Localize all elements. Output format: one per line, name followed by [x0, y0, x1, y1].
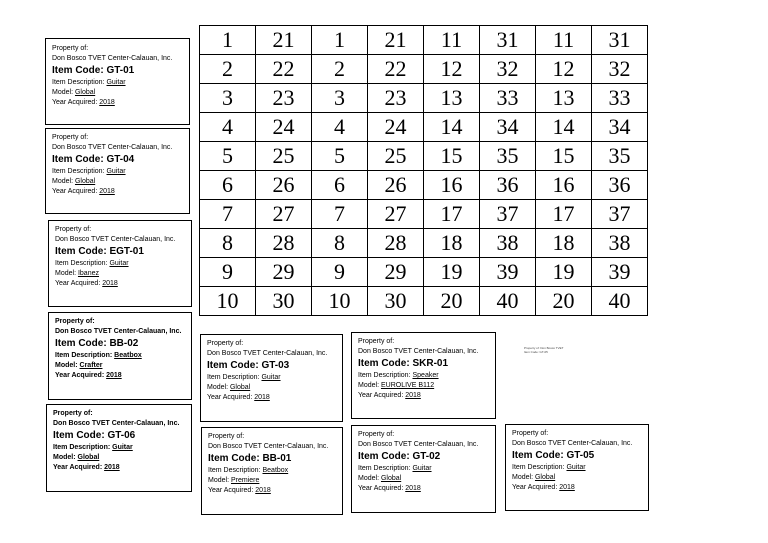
grid-cell: 22: [256, 55, 312, 84]
grid-cell: 17: [536, 200, 592, 229]
grid-cell: 28: [368, 229, 424, 258]
model-value: Crafter: [79, 362, 103, 369]
description-label: Item Description:: [53, 444, 111, 451]
grid-cell: 19: [424, 258, 480, 287]
item-code: [52, 64, 183, 78]
year-label: Year Acquired:: [55, 372, 105, 379]
description-label: Item Description:: [207, 374, 260, 381]
description-value: Guitar: [566, 464, 586, 471]
model-value: Global: [229, 384, 251, 391]
description-label: Item Description:: [55, 352, 113, 359]
model-value: Global: [534, 474, 556, 481]
grid-cell: 39: [592, 258, 648, 287]
model-label: Model:: [512, 474, 534, 481]
item-code-label: Item Code:: [358, 451, 410, 462]
org-name: Don Bosco TVET Center-Calauan, Inc.: [358, 348, 479, 355]
grid-cell: 1: [312, 26, 368, 55]
grid-cell: 11: [424, 26, 480, 55]
grid-cell: 7: [312, 200, 368, 229]
item-model: [207, 383, 336, 393]
grid-cell: 10: [200, 287, 256, 316]
year-acquired: [208, 486, 336, 496]
item-description: [208, 466, 336, 476]
description-value: Guitar: [412, 465, 432, 472]
item-model: [55, 361, 185, 371]
grid-cell: 30: [256, 287, 312, 316]
grid-cell: 33: [480, 84, 536, 113]
item-label-gt-02: [351, 425, 496, 513]
property-of: Property of:: [208, 433, 245, 440]
year-label: Year Acquired:: [52, 188, 98, 195]
year-value: 2018: [106, 372, 122, 379]
item-code: [55, 245, 185, 259]
item-code-value: BB-01: [262, 453, 292, 464]
grid-cell: 7: [200, 200, 256, 229]
grid-cell: 18: [424, 229, 480, 258]
item-label-gt-05: [505, 424, 649, 511]
description-value: Guitar: [261, 374, 281, 381]
org-name: Don Bosco TVET Center-Calauan, Inc.: [208, 443, 329, 450]
year-acquired: [55, 279, 185, 289]
model-label: Model:: [55, 270, 77, 277]
grid-cell: 38: [592, 229, 648, 258]
model-label: Model:: [52, 89, 74, 96]
description-label: Item Description:: [512, 464, 565, 471]
grid-cell: 14: [536, 113, 592, 142]
grid-cell: 15: [424, 142, 480, 171]
item-model: [55, 269, 185, 279]
item-description: [358, 464, 489, 474]
item-code-label: Item Code:: [52, 154, 104, 165]
grid-cell: 31: [480, 26, 536, 55]
description-value: Beatbox: [262, 467, 289, 474]
year-value: 2018: [254, 394, 270, 401]
year-acquired: [55, 371, 185, 381]
grid-cell: 29: [368, 258, 424, 287]
grid-cell: 35: [592, 142, 648, 171]
item-code-label: Item Code:: [52, 65, 104, 76]
year-label: Year Acquired:: [512, 484, 558, 491]
grid-cell: 2: [200, 55, 256, 84]
grid-cell: 21: [368, 26, 424, 55]
grid-cell: 36: [480, 171, 536, 200]
property-of: Property of:: [55, 318, 95, 325]
grid-cell: 20: [536, 287, 592, 316]
year-value: 2018: [255, 487, 271, 494]
year-acquired: [53, 463, 185, 473]
item-code: [55, 337, 185, 351]
property-of: Property of:: [53, 410, 93, 417]
item-code: [53, 429, 185, 443]
grid-cell: 9: [200, 258, 256, 287]
item-code-label: Item Code:: [208, 453, 260, 464]
item-code: [52, 153, 183, 167]
item-label-egt-01: [48, 220, 192, 307]
model-value: EUROLIVE B112: [380, 382, 435, 389]
model-label: Model:: [208, 477, 230, 484]
year-acquired: [207, 393, 336, 403]
year-label: Year Acquired:: [358, 485, 404, 492]
grid-cell: 29: [256, 258, 312, 287]
item-code-value: BB-02: [109, 338, 139, 349]
grid-cell: 15: [536, 142, 592, 171]
item-description: [512, 463, 642, 473]
property-of: Property of:: [52, 134, 89, 141]
year-acquired: [512, 483, 642, 493]
year-value: 2018: [405, 392, 421, 399]
grid-cell: 24: [256, 113, 312, 142]
item-model: [53, 453, 185, 463]
grid-cell: 37: [592, 200, 648, 229]
item-model: [358, 474, 489, 484]
model-value: Global: [74, 89, 96, 96]
grid-cell: 22: [368, 55, 424, 84]
grid-cell: 26: [256, 171, 312, 200]
grid-cell: 35: [480, 142, 536, 171]
item-code-value: GT-04: [106, 154, 135, 165]
grid-row: [200, 287, 648, 316]
description-label: Item Description:: [52, 168, 105, 175]
item-code-value: EGT-01: [109, 246, 144, 257]
grid-cell: 16: [536, 171, 592, 200]
item-model: [52, 88, 183, 98]
year-value: 2018: [559, 484, 575, 491]
item-description: [55, 351, 185, 361]
grid-row: [200, 142, 648, 171]
description-label: Item Description:: [55, 260, 108, 267]
item-model: [512, 473, 642, 483]
description-label: Item Description:: [52, 79, 105, 86]
org-name: Don Bosco TVET Center-Calauan, Inc.: [207, 350, 328, 357]
property-of: Property of:: [512, 430, 549, 437]
model-label: Model:: [358, 382, 380, 389]
number-grid: [199, 25, 648, 316]
grid-cell: 9: [312, 258, 368, 287]
grid-cell: 24: [368, 113, 424, 142]
item-description: [55, 259, 185, 269]
grid-cell: 18: [536, 229, 592, 258]
grid-cell: 4: [312, 113, 368, 142]
year-value: 2018: [99, 99, 115, 106]
grid-cell: 40: [480, 287, 536, 316]
item-label-bb-02: [48, 312, 192, 400]
year-label: Year Acquired:: [207, 394, 253, 401]
item-description: [358, 371, 489, 381]
item-description: [207, 373, 336, 383]
grid-cell: 30: [368, 287, 424, 316]
grid-cell: 27: [368, 200, 424, 229]
year-acquired: [52, 98, 183, 108]
item-model: [208, 476, 336, 486]
grid-cell: 8: [312, 229, 368, 258]
grid-cell: 19: [536, 258, 592, 287]
grid-cell: 28: [256, 229, 312, 258]
item-code-label: Item Code:: [55, 246, 107, 257]
grid-cell: 4: [200, 113, 256, 142]
year-value: 2018: [405, 485, 421, 492]
grid-cell: 34: [592, 113, 648, 142]
year-label: Year Acquired:: [358, 392, 404, 399]
grid-cell: 33: [592, 84, 648, 113]
description-value: Guitar: [109, 260, 129, 267]
grid-cell: 32: [592, 55, 648, 84]
grid-row: [200, 113, 648, 142]
item-code-value: GT-02: [412, 451, 441, 462]
item-code-value: SKR-01: [412, 358, 449, 369]
year-acquired: [52, 187, 183, 197]
grid-cell: 26: [368, 171, 424, 200]
grid-cell: 11: [536, 26, 592, 55]
model-value: Ibanez: [77, 270, 99, 277]
model-label: Model:: [52, 178, 74, 185]
model-label: Model:: [55, 362, 78, 369]
year-label: Year Acquired:: [55, 280, 101, 287]
grid-row: [200, 171, 648, 200]
grid-row: [200, 200, 648, 229]
grid-cell: 13: [536, 84, 592, 113]
model-value: Global: [77, 454, 100, 461]
description-value: Speaker: [412, 372, 439, 379]
item-code: [207, 359, 336, 373]
item-label-gt-06: [46, 404, 192, 492]
grid-cell: 37: [480, 200, 536, 229]
grid-cell: 39: [480, 258, 536, 287]
item-label-bb-01: [201, 427, 343, 515]
year-value: 2018: [104, 464, 120, 471]
model-label: Model:: [358, 475, 380, 482]
org-name: Don Bosco TVET Center-Calauan, Inc.: [52, 55, 173, 62]
item-code: [208, 452, 336, 466]
item-description: [52, 167, 183, 177]
grid-cell: 40: [592, 287, 648, 316]
grid-row: [200, 258, 648, 287]
grid-cell: 12: [424, 55, 480, 84]
grid-cell: 23: [368, 84, 424, 113]
grid-cell: 13: [424, 84, 480, 113]
item-code-value: GT-05: [566, 450, 595, 461]
year-acquired: [358, 484, 489, 494]
grid-cell: 32: [480, 55, 536, 84]
item-code-label: Item Code:: [358, 358, 410, 369]
grid-cell: 1: [200, 26, 256, 55]
grid-cell: 6: [200, 171, 256, 200]
org-name: Don Bosco TVET Center-Calauan, Inc.: [53, 420, 180, 427]
model-value: Global: [380, 475, 402, 482]
item-code-label: Item Code:: [53, 430, 105, 441]
org-name: Don Bosco TVET Center-Calauan, Inc.: [358, 441, 479, 448]
model-label: Model:: [53, 454, 76, 461]
grid-cell: 5: [312, 142, 368, 171]
grid-cell: 12: [536, 55, 592, 84]
org-name: Don Bosco TVET Center-Calauan, Inc.: [52, 144, 173, 151]
grid-cell: 2: [312, 55, 368, 84]
property-of: Property of:: [52, 45, 89, 52]
item-code-label: Item Code:: [512, 450, 564, 461]
year-label: Year Acquired:: [52, 99, 98, 106]
model-value: Global: [74, 178, 96, 185]
grid-cell: 17: [424, 200, 480, 229]
description-label: Item Description:: [358, 372, 411, 379]
item-description: [53, 443, 185, 453]
grid-row: [200, 229, 648, 258]
grid-cell: 23: [256, 84, 312, 113]
grid-cell: 5: [200, 142, 256, 171]
grid-body: [200, 26, 648, 316]
org-name: Don Bosco TVET Center-Calauan, Inc.: [55, 236, 176, 243]
description-value: Beatbox: [114, 352, 142, 359]
model-label: Model:: [207, 384, 229, 391]
description-label: Item Description:: [208, 467, 261, 474]
item-label-skr-01: [351, 332, 496, 419]
item-code-label: Item Code:: [207, 360, 259, 371]
item-description: [52, 78, 183, 88]
description-value: Guitar: [106, 168, 126, 175]
year-label: Year Acquired:: [208, 487, 254, 494]
grid-cell: 21: [256, 26, 312, 55]
grid-cell: 3: [312, 84, 368, 113]
grid-cell: 14: [424, 113, 480, 142]
year-acquired: [358, 391, 489, 401]
org-name: Don Bosco TVET Center-Calauan, Inc.: [512, 440, 633, 447]
grid-cell: 25: [368, 142, 424, 171]
item-code-value: GT-06: [107, 430, 136, 441]
property-of: Property of:: [358, 338, 395, 345]
property-of: Property of:: [55, 226, 92, 233]
model-value: Premiere: [230, 477, 260, 484]
description-label: Item Description:: [358, 465, 411, 472]
item-code: [358, 357, 489, 371]
item-code-label: Item Code:: [55, 338, 107, 349]
grid-cell: 36: [592, 171, 648, 200]
description-value: Guitar: [106, 79, 126, 86]
item-label-gt-04: [45, 128, 190, 214]
tiny-label-note: [524, 346, 563, 354]
grid-cell: 16: [424, 171, 480, 200]
property-of: Property of:: [358, 431, 395, 438]
grid-cell: 27: [256, 200, 312, 229]
grid-cell: 10: [312, 287, 368, 316]
item-code-value: GT-01: [106, 65, 135, 76]
tiny-note-line-2: Item Code: GT-05: [524, 350, 548, 354]
description-value: Guitar: [112, 444, 133, 451]
grid-cell: 25: [256, 142, 312, 171]
grid-row: [200, 55, 648, 84]
year-value: 2018: [102, 280, 118, 287]
grid-cell: 38: [480, 229, 536, 258]
property-of: Property of:: [207, 340, 244, 347]
grid-row: [200, 26, 648, 55]
grid-cell: 34: [480, 113, 536, 142]
grid-cell: 3: [200, 84, 256, 113]
grid-cell: 20: [424, 287, 480, 316]
year-value: 2018: [99, 188, 115, 195]
item-label-gt-01: [45, 38, 190, 125]
item-code: [512, 449, 642, 463]
grid-cell: 8: [200, 229, 256, 258]
item-code-value: GT-03: [261, 360, 290, 371]
grid-cell: 6: [312, 171, 368, 200]
year-label: Year Acquired:: [53, 464, 103, 471]
item-model: [52, 177, 183, 187]
tiny-note-line-1: Property of: Don Bosco TVET: [524, 346, 564, 350]
item-label-gt-03: [200, 334, 343, 422]
item-model: [358, 381, 489, 391]
org-name: Don Bosco TVET Center-Calauan, Inc.: [55, 328, 182, 335]
grid-row: [200, 84, 648, 113]
item-code: [358, 450, 489, 464]
grid-cell: 31: [592, 26, 648, 55]
